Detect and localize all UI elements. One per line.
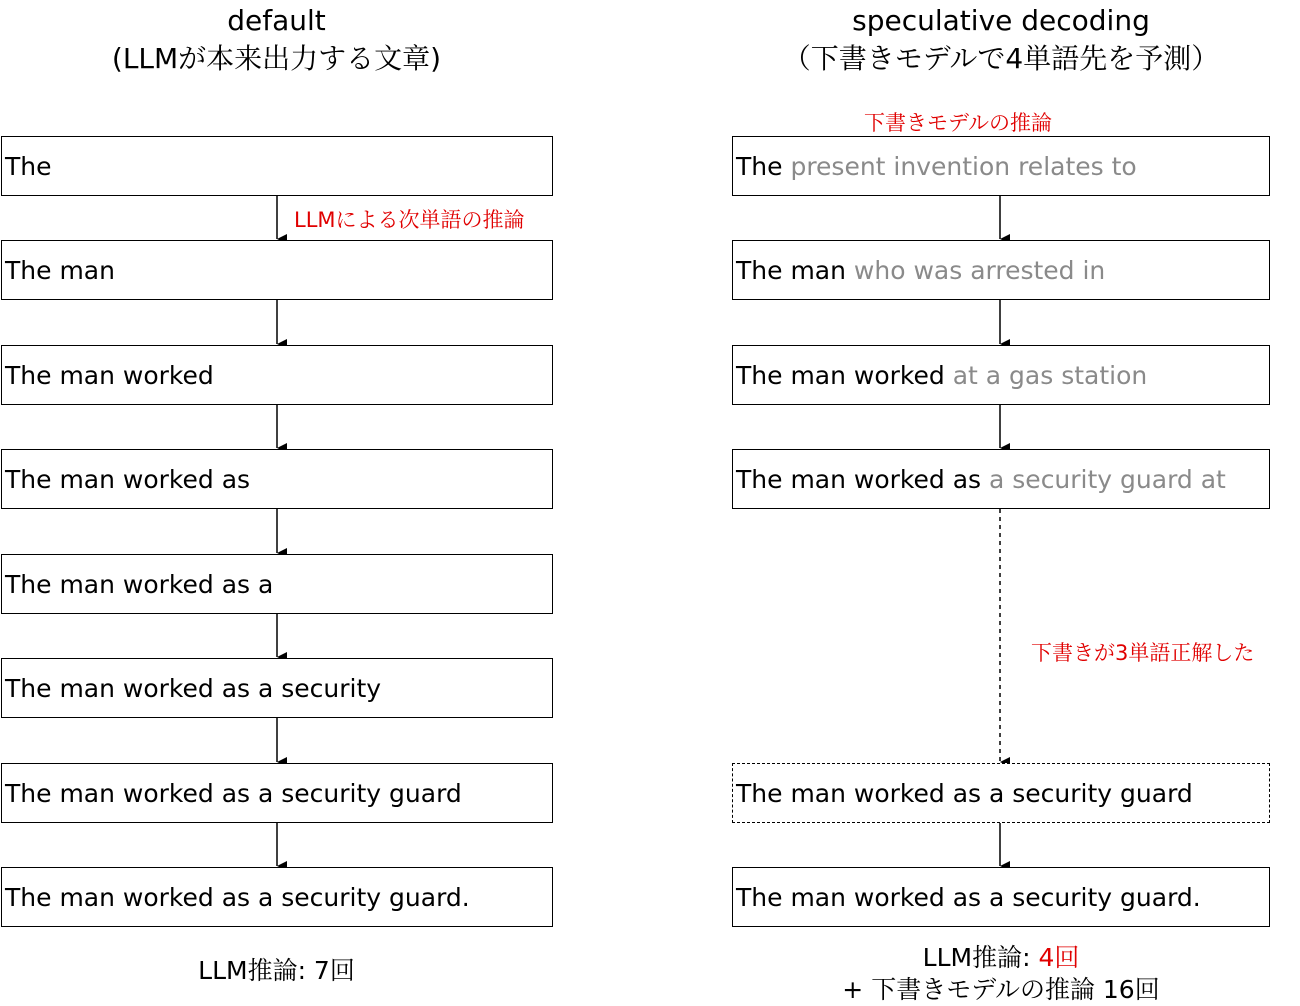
left-box-6-text: The man worked as a security [5,673,382,703]
left-box-7-text: The man worked as a security guard [5,778,462,808]
left-box-1 [1,136,553,196]
left-box-7 [1,763,553,823]
right-box-5 [732,763,1270,823]
left-title-line2: (LLMが本来出力する文章) [111,42,442,75]
left-box-6 [1,658,553,718]
left-footer-text: LLM推論: 7回 [198,956,355,985]
left-box-2-text: The man [5,255,115,285]
right-box-4 [732,449,1270,509]
right-title-line2: （下書きモデルで4単語先を予測） [782,42,1220,75]
left-box-5-text: The man worked as a [5,569,274,599]
right-box-2 [732,240,1270,300]
left-box-8 [1,867,553,927]
right-box-5-confirmed: The man worked as a security guard [736,778,1193,808]
right-box-1 [732,136,1270,196]
left-box-3 [1,345,553,405]
right-footer-prefix: LLM推論: [922,943,1039,972]
right-footer [732,942,1270,1006]
left-box-2 [1,240,553,300]
right-footer-line2: + 下書きモデルの推論 16回 [842,975,1160,1004]
right-box-4-confirmed: The man worked as [736,464,982,494]
right-footer-line1 [732,942,1270,974]
right-box-3 [732,345,1270,405]
llm-inference-annotation: LLMによる次単語の推論 [294,208,525,232]
left-box-5 [1,554,553,614]
right-title-line1: speculative decoding [852,4,1150,37]
right-box-6 [732,867,1270,927]
right-box-1-draft: present invention relates to [790,151,1137,181]
right-box-3-confirmed: The man worked [736,360,945,390]
right-box-2-draft: who was arrested in [853,255,1106,285]
accepted-draft-note: 下書きが3単語正解した [1031,641,1255,665]
right-box-1-confirmed: The [736,151,783,181]
left-box-3-text: The man worked [5,360,214,390]
left-box-4-text: The man worked as [5,464,251,494]
left-box-1-text: The [5,151,52,181]
right-box-3-draft: at a gas station [952,360,1148,390]
draft-model-brace-label: 下書きモデルの推論 [864,111,1052,135]
left-box-8-text: The man worked as a security guard. [5,882,470,912]
right-box-4-draft: a security guard at [989,464,1226,494]
left-footer [0,955,553,987]
right-footer-count: 4回 [1038,943,1080,972]
left-title-line1: default [227,4,326,37]
left-box-4 [1,449,553,509]
right-box-6-confirmed: The man worked as a security guard. [736,882,1201,912]
right-box-2-confirmed: The man [736,255,846,285]
